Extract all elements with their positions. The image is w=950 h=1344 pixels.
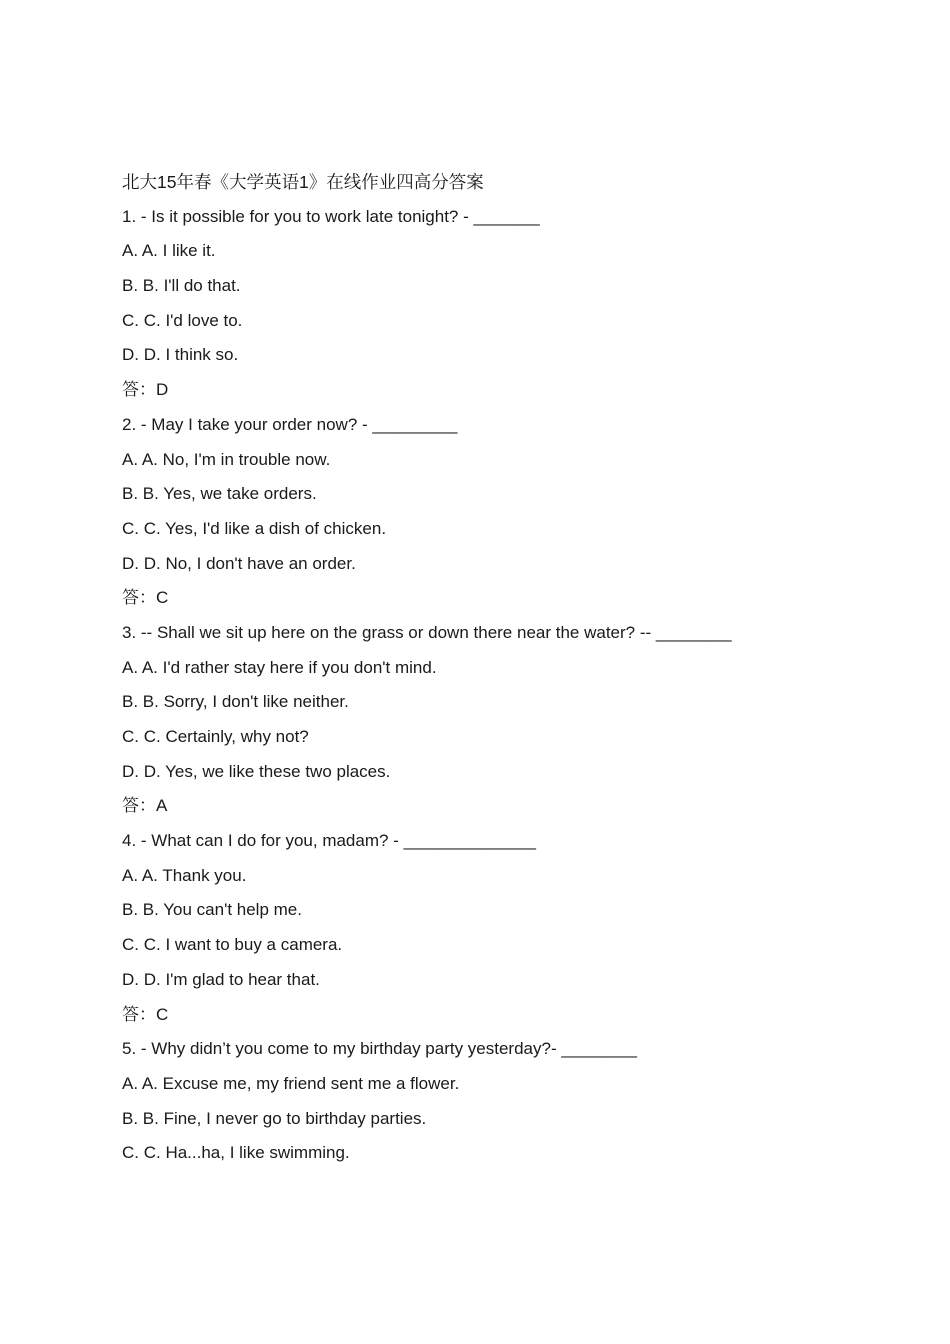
question-2-option-c: C. C. Yes, I'd like a dish of chicken. <box>122 518 387 538</box>
question-5-option-a: A. A. Excuse me, my friend sent me a flower. <box>122 1073 460 1093</box>
question-3-option-d: D. D. Yes, we like these two places. <box>122 761 391 781</box>
question-3-option-c: C. C. Certainly, why not? <box>122 727 309 746</box>
question-4-option-d: D. D. I'm glad to hear that. <box>122 969 320 989</box>
question-5-stem: 5. - Why didn’t you come to my birthday party yesterday?- ________ <box>122 1039 637 1059</box>
question-5-option-c: C. C. Ha...ha, I like swimming. <box>122 1143 350 1163</box>
question-4-option-b: B. B. You can't help me. <box>122 900 302 920</box>
question-1-option-d: D. D. I think so. <box>122 345 239 365</box>
question-4-option-c: C. C. I want to buy a camera. <box>122 935 343 955</box>
question-2-option-b: B. B. Yes, we take orders. <box>122 484 317 504</box>
question-3-option-b: B. B. Sorry, I don't like neither. <box>122 692 349 712</box>
question-1-option-b: B. B. I'll do that. <box>122 276 241 296</box>
question-2-answer: 答：C <box>122 588 169 608</box>
document-body <box>122 168 842 1174</box>
question-2-option-d: D. D. No, I don't have an order. <box>122 553 356 573</box>
question-4-option-a: A. A. Thank you. <box>122 865 247 885</box>
question-1-option-c: C. C. I'd love to. <box>122 310 243 330</box>
question-5-option-b: B. B. Fine, I never go to birthday parties. <box>122 1108 427 1128</box>
question-4-stem: 4. - What can I do for you, madam? - ______________ <box>122 831 536 851</box>
document-title: 北大15年春《大学英语1》在线作业四高分答案 <box>122 172 484 192</box>
question-1-answer: 答：D <box>122 380 169 400</box>
question-1-stem: 1. - Is it possible for you to work late tonight? - _______ <box>122 206 540 226</box>
question-2-option-a: A. A. No, I'm in trouble now. <box>122 449 331 469</box>
question-3-answer: 答：A <box>122 796 168 816</box>
question-1-option-a: A. A. I like it. <box>122 241 216 261</box>
question-4-answer: 答：C <box>122 1004 169 1024</box>
question-2-stem: 2. - May I take your order now? - _________ <box>122 414 458 434</box>
question-3-stem: 3. -- Shall we sit up here on the grass or down there near the water? -- ________ <box>122 622 732 642</box>
question-3-option-a: A. A. I'd rather stay here if you don't mind. <box>122 657 437 677</box>
